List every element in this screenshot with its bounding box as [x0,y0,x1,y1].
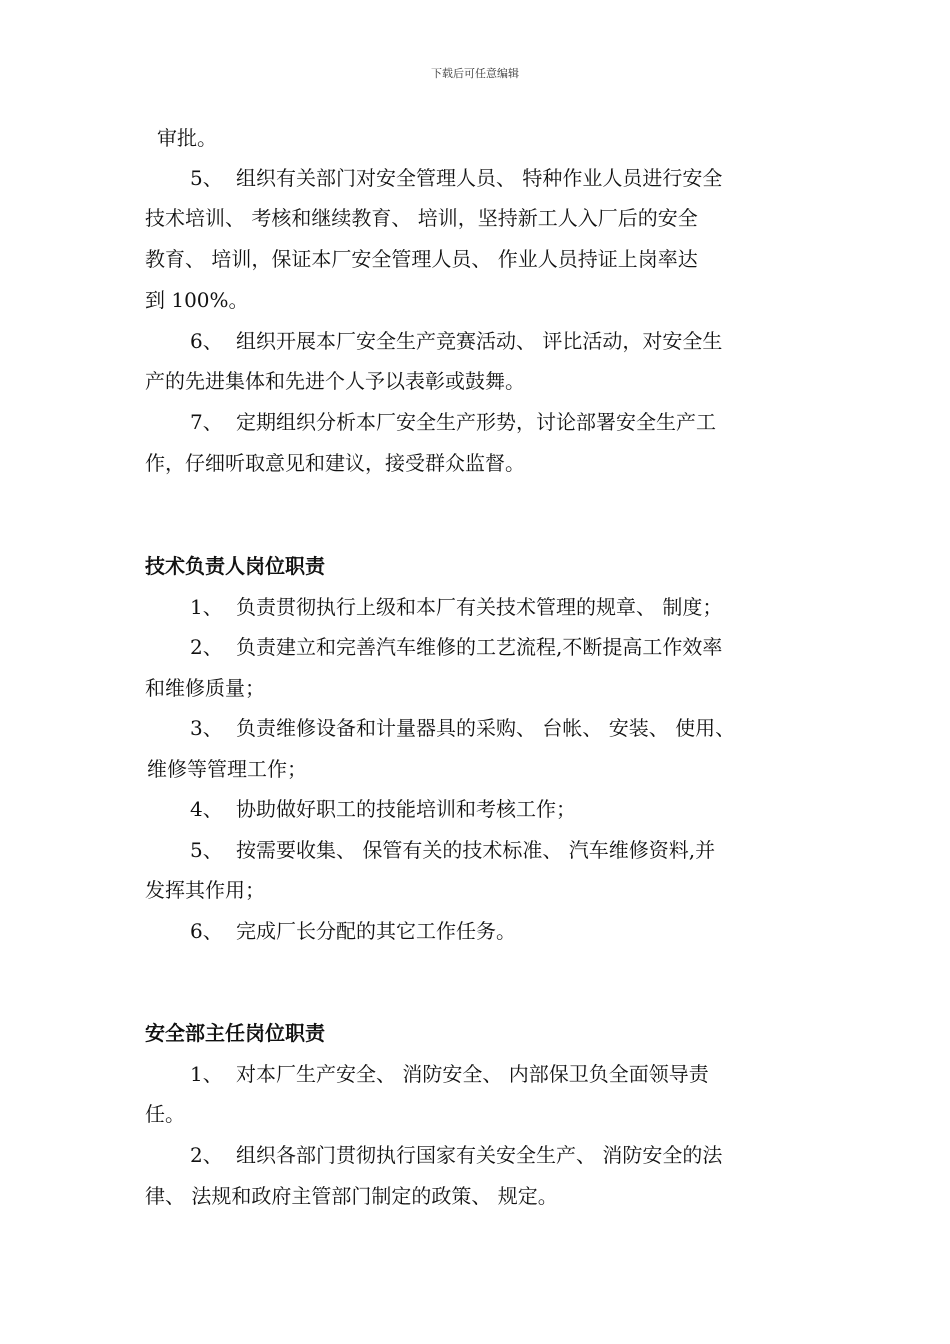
list-item [190,795,576,823]
item-number: 3、 [190,716,223,740]
item-number: 7、 [190,410,223,434]
item-text: 负责建立和完善汽车维修的工艺流程,不断提高工作效率 [236,635,723,659]
page-header: 下载后可任意编辑 [431,67,519,80]
list-item [190,1060,709,1088]
text-line: 维修等管理工作； [147,757,307,781]
text-line: 产的先进集体和先进个人予以表彰或鼓舞。 [145,369,525,393]
list-item [190,917,516,945]
list-item [190,408,716,436]
text-line: 到 100%。 [145,288,249,312]
list-item [190,714,735,742]
item-text: 完成厂长分配的其它工作任务。 [236,919,516,943]
item-number: 6、 [190,919,223,943]
text-line: 发挥其作用； [145,878,265,902]
item-number: 1、 [190,595,223,619]
item-text: 组织开展本厂安全生产竞赛活动、 评比活动，对安全生 [236,329,723,353]
item-number: 6、 [190,329,223,353]
list-item [190,164,722,192]
item-text: 协助做好职工的技能培训和考核工作； [236,797,576,821]
list-item [190,836,715,864]
list-item [190,327,722,355]
item-number: 5、 [190,838,223,862]
item-number: 1、 [190,1062,223,1086]
item-text: 负责贯彻执行上级和本厂有关技术管理的规章、 制度； [236,595,723,619]
item-text: 组织各部门贯彻执行国家有关安全生产、 消防安全的法 [236,1143,723,1167]
list-item [190,1141,722,1169]
text-line: 律、 法规和政府主管部门制定的政策、 规定。 [145,1184,558,1208]
item-text: 对本厂生产安全、 消防安全、 内部保卫负全面领导责 [236,1062,709,1086]
text-line: 技术培训、 考核和继续教育、 培训，坚持新工人入厂后的安全 [145,206,698,230]
text-line: 作，仔细听取意见和建议，接受群众监督。 [145,451,525,475]
item-text: 负责维修设备和计量器具的采购、 台帐、 安装、 使用、 [236,716,736,740]
item-number: 2、 [190,1143,223,1167]
item-number: 4、 [190,797,223,821]
item-text: 组织有关部门对安全管理人员、 特种作业人员进行安全 [236,166,723,190]
text-line: 任。 [145,1102,185,1126]
list-item [190,593,722,621]
list-item [190,633,722,661]
item-text: 定期组织分析本厂安全生产形势，讨论部署安全生产工 [236,410,716,434]
item-number: 2、 [190,635,223,659]
text-line: 审批。 [157,126,217,150]
section-title: 安全部主任岗位职责 [145,1021,325,1045]
text-line: 教育、 培训，保证本厂安全管理人员、 作业人员持证上岗率达 [145,247,698,271]
text-line: 和维修质量； [145,676,265,700]
item-number: 5、 [190,166,223,190]
section-title: 技术负责人岗位职责 [145,554,325,578]
item-text: 按需要收集、 保管有关的技术标准、 汽车维修资料,并 [236,838,716,862]
